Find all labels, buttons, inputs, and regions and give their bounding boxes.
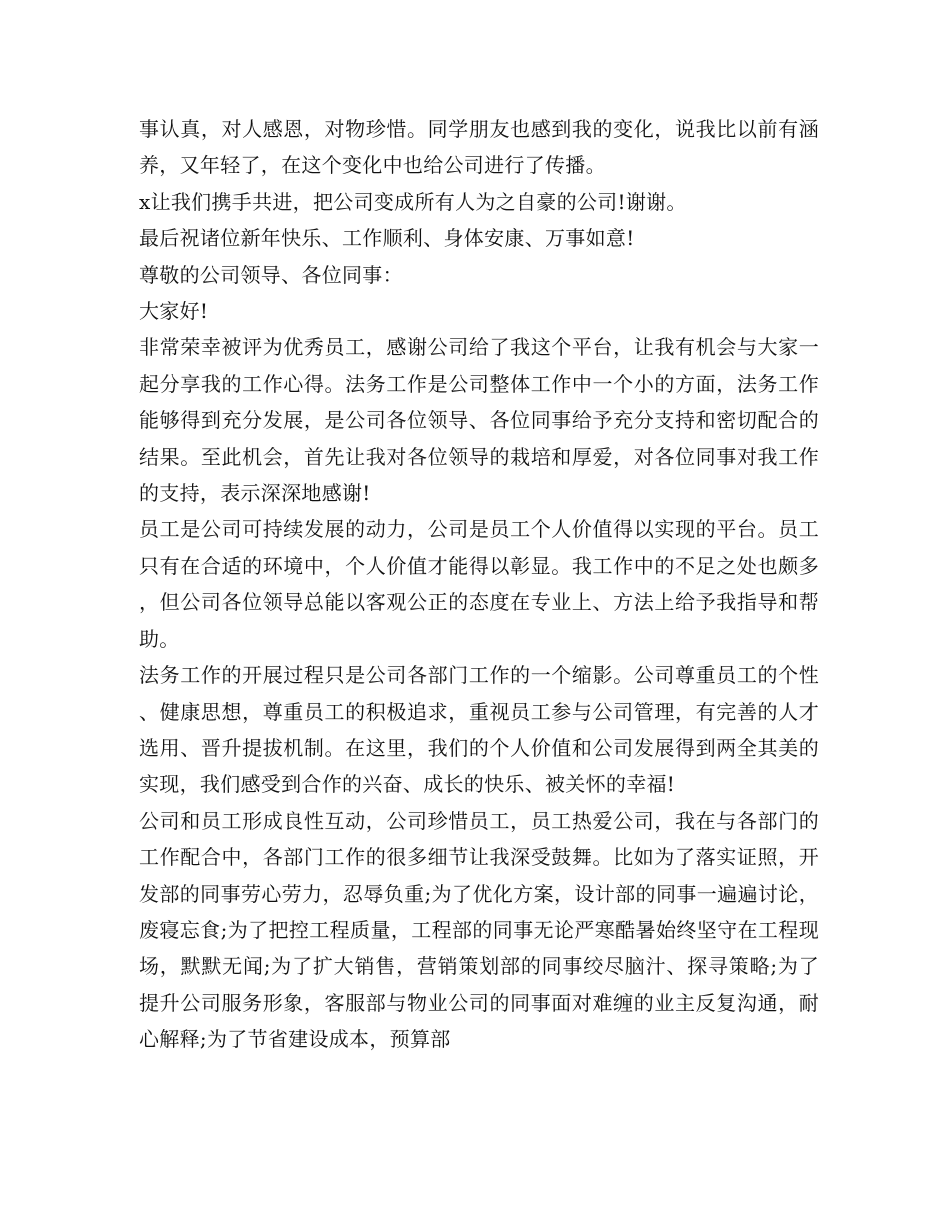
paragraph-6: 非常荣幸被评为优秀员工，感谢公司给了我这个平台，让我有机会与大家一起分享我的工作心得。法务工作是公司整体工作中一个小的方面，法务工作能够得到充分发展，是公司各位领导、各位同事给予充分支持和密切配合的结果。至此机会，首先让我对各位领导的栽培和厚爱，对各位同事对我工作的支持，表示深深地感谢! [139, 335, 819, 506]
paragraph-9: 公司和员工形成良性互动，公司珍惜员工，员工热爱公司，我在与各部门的工作配合中，各部门工作的很多细节让我深受鼓舞。比如为了落实证照，开发部的同事劳心劳力，忍辱负重;为了优化方案，设计部的同事一遍遍讨论，废寝忘食;为了把控工程质量，工程部的同事无论严寒酷暑始终坚守在工程现场，默默无闻;为了扩大销售，营销策划部的同事绞尽脑汁、探寻策略;为了提升公司服务形象，客服部与物业公司的同事面对难缠的业主反复沟通，耐心解释;为了节省建设成本，预算部 [139, 808, 819, 1052]
salutation: 尊敬的公司领导、各位同事： [139, 262, 403, 287]
paragraph-7: 员工是公司可持续发展的动力，公司是员工个人价值得以实现的平台。员工只有在合适的环境中，个人价值才能得以彰显。我工作中的不足之处也颇多，但公司各位领导总能以客观公正的态度在专业上、方法上给予我指导和帮助。 [139, 517, 819, 651]
greeting: 大家好! [139, 299, 209, 324]
document-body [139, 111, 819, 1058]
paragraph-8: 法务工作的开展过程只是公司各部门工作的一个缩影。公司尊重员工的个性、健康思想，尊重员工的积极追求，重视员工参与公司管理，有完善的人才选用、晋升提拔机制。在这里，我们的个人价值和公司发展得到两全其美的实现，我们感受到合作的兴奋、成长的快乐、被关怀的幸福! [139, 663, 819, 797]
paragraph-1: 事认真，对人感恩，对物珍惜。同学朋友也感到我的变化，说我比以前有涵养，又年轻了，在这个变化中也给公司进行了传播。 [139, 117, 819, 178]
paragraph-3: 最后祝诸位新年快乐、工作顺利、身体安康、万事如意! [139, 226, 635, 251]
paragraph-2: x让我们携手共进，把公司变成所有人为之自豪的公司!谢谢。 [139, 189, 687, 214]
